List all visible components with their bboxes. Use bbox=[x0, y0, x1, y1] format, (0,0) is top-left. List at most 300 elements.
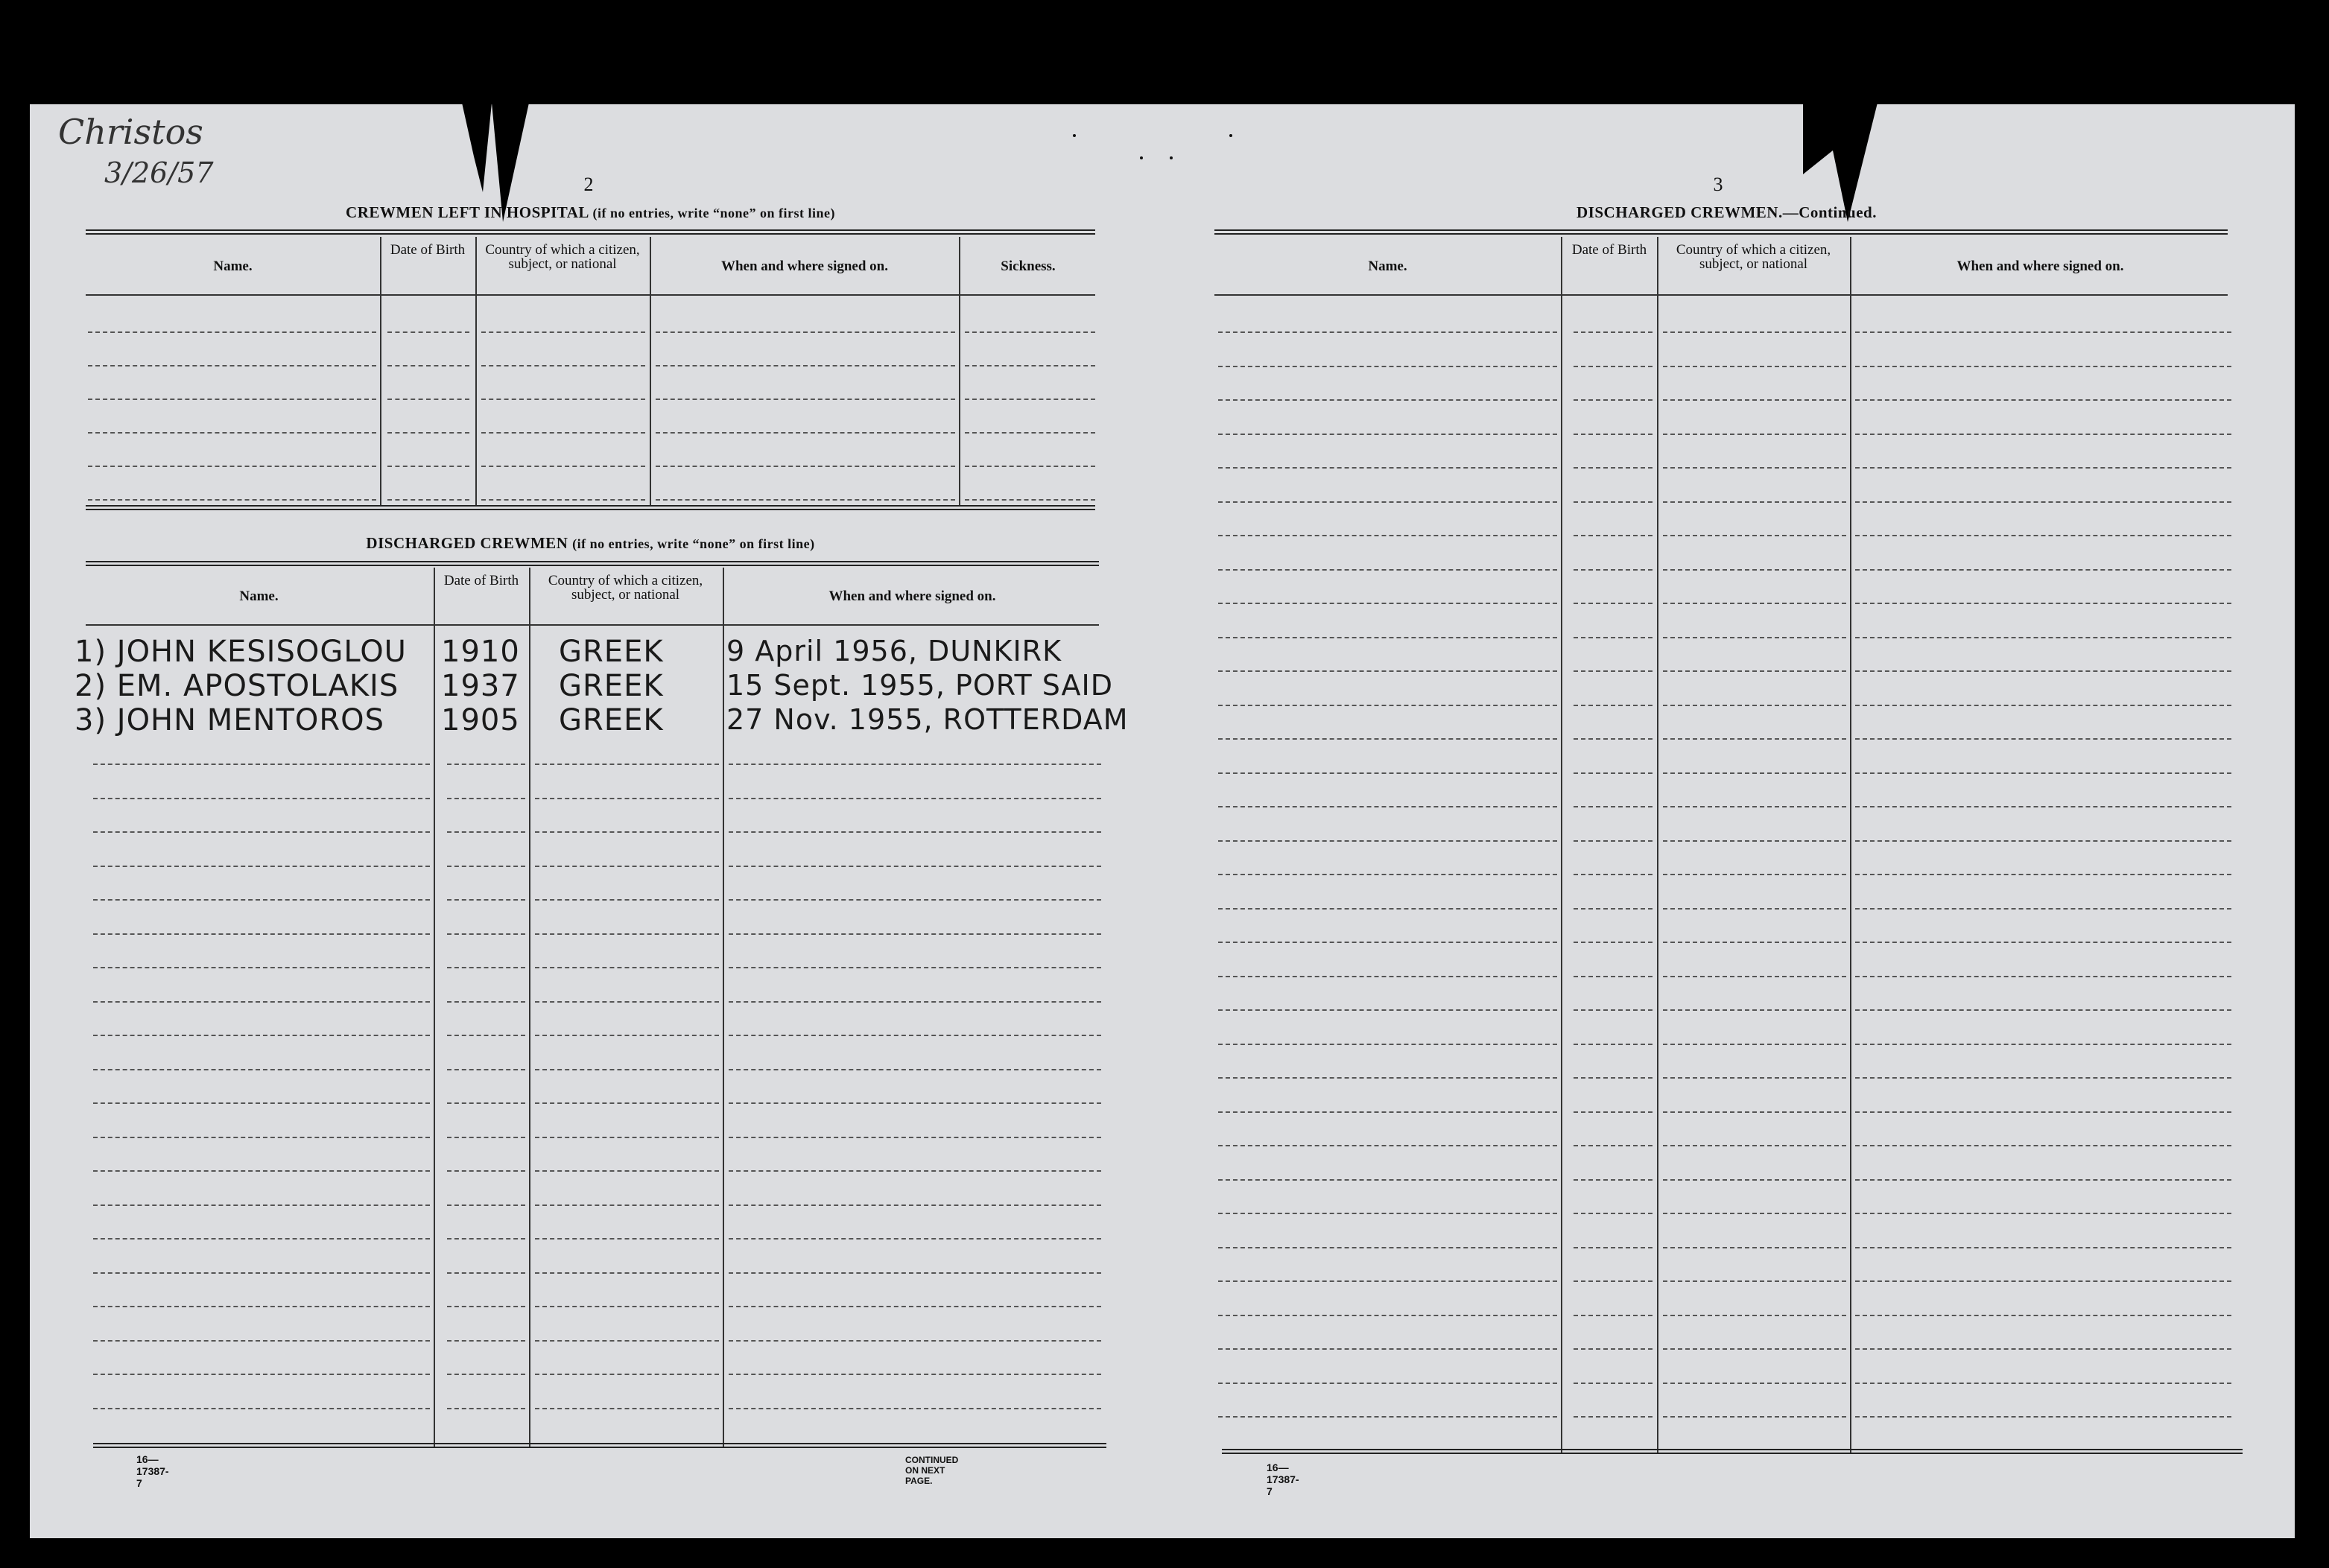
ruled-line bbox=[729, 1272, 1101, 1274]
ruled-line bbox=[729, 933, 1101, 935]
ruled-line bbox=[1855, 637, 2231, 638]
ruled-line bbox=[88, 499, 376, 501]
cont-col-birth: Date of Birth bbox=[1571, 242, 1647, 258]
form-number: 16—17387-7 bbox=[1267, 1461, 1299, 1497]
page-number: 2 bbox=[583, 174, 594, 195]
ruled-line bbox=[1663, 399, 1846, 401]
ruled-line bbox=[535, 967, 719, 968]
ruled-line bbox=[1218, 603, 1557, 604]
ruled-line bbox=[729, 1137, 1101, 1138]
ruled-line bbox=[535, 1374, 719, 1375]
ruled-line bbox=[93, 1272, 430, 1274]
ruled-line bbox=[535, 1102, 719, 1104]
ruled-line bbox=[729, 866, 1101, 867]
column-divider bbox=[1657, 237, 1658, 1453]
ruled-line bbox=[965, 331, 1095, 333]
ruled-line bbox=[93, 798, 430, 799]
ruled-line bbox=[1855, 1247, 2231, 1248]
crew-name-2: 2) EM. APOSTOLAKIS bbox=[75, 669, 399, 703]
ruled-line bbox=[93, 1340, 430, 1342]
ruled-line bbox=[1663, 331, 1846, 333]
column-divider bbox=[434, 568, 435, 1447]
ruled-line bbox=[1855, 1213, 2231, 1214]
column-divider bbox=[1561, 237, 1562, 1453]
ruled-line bbox=[1574, 434, 1653, 435]
ruled-line bbox=[1574, 467, 1653, 469]
crew-signed-2: 15 Sept. 1955, PORT SAID bbox=[726, 669, 1114, 702]
ruled-line bbox=[387, 331, 469, 333]
ruled-line bbox=[93, 1137, 430, 1138]
crew-country-1: GREEK bbox=[559, 635, 664, 669]
ruled-line bbox=[1663, 366, 1846, 367]
ruled-line bbox=[387, 466, 469, 467]
ruled-line bbox=[1218, 637, 1557, 638]
ruled-line bbox=[729, 1408, 1101, 1409]
ruled-line bbox=[535, 1306, 719, 1307]
ruled-line bbox=[1855, 1280, 2231, 1282]
ruled-line bbox=[447, 764, 525, 765]
ruled-line bbox=[1663, 1416, 1846, 1418]
ruled-line bbox=[656, 499, 955, 501]
ruled-line bbox=[481, 499, 645, 501]
hospital-col-birth: Date of Birth bbox=[390, 242, 466, 258]
ruled-line bbox=[1574, 942, 1653, 943]
ruled-line bbox=[729, 1069, 1101, 1070]
ruled-line bbox=[93, 933, 430, 935]
ruled-line bbox=[535, 764, 719, 765]
ruled-line bbox=[1218, 942, 1557, 943]
hospital-col-sickness: Sickness. bbox=[1001, 258, 1056, 274]
ruled-line bbox=[447, 1035, 525, 1036]
hospital-col-signed: When and where signed on. bbox=[720, 258, 888, 274]
ruled-line bbox=[1574, 569, 1653, 571]
ruled-line bbox=[1218, 366, 1557, 367]
ruled-line bbox=[1574, 637, 1653, 638]
ruled-line bbox=[1855, 840, 2231, 842]
ruled-line bbox=[1218, 399, 1557, 401]
ruled-line bbox=[1218, 1383, 1557, 1384]
ruled-line bbox=[656, 432, 955, 434]
rule bbox=[86, 229, 1095, 235]
paper-tear-left bbox=[462, 103, 492, 192]
crew-birth-1: 1910 bbox=[441, 635, 520, 669]
ruled-line bbox=[1218, 1077, 1557, 1079]
ruled-line bbox=[1218, 772, 1557, 774]
ruled-line bbox=[1574, 908, 1653, 910]
ruled-line bbox=[1855, 366, 2231, 367]
ruled-line bbox=[729, 1035, 1101, 1036]
ruled-line bbox=[447, 831, 525, 833]
ruled-line bbox=[1663, 1348, 1846, 1350]
ruled-line bbox=[656, 466, 955, 467]
ruled-line bbox=[1574, 1213, 1653, 1214]
ruled-line bbox=[1663, 772, 1846, 774]
ruled-line bbox=[481, 432, 645, 434]
cont-col-country: Country of which a citizen, subject, or national bbox=[1676, 242, 1831, 272]
column-divider bbox=[380, 237, 381, 507]
ruled-line bbox=[1663, 976, 1846, 977]
ruled-line bbox=[1855, 705, 2231, 706]
ruled-line bbox=[729, 1374, 1101, 1375]
ruled-line bbox=[1574, 603, 1653, 604]
discharged-section-title: DISCHARGED CREWMEN (if no entries, write “none” on first line) bbox=[366, 534, 815, 552]
ruled-line bbox=[1574, 1145, 1653, 1146]
ruled-line bbox=[656, 399, 955, 400]
ruled-line bbox=[1663, 1383, 1846, 1384]
ruled-line bbox=[1218, 908, 1557, 910]
ruled-line bbox=[535, 1204, 719, 1206]
ruled-line bbox=[1574, 1077, 1653, 1079]
ruled-line bbox=[729, 1102, 1101, 1104]
speck bbox=[1229, 134, 1232, 137]
ruled-line bbox=[1663, 1009, 1846, 1011]
signature-annotation: Christos bbox=[58, 112, 203, 152]
rule bbox=[86, 505, 1095, 510]
column-divider bbox=[529, 568, 530, 1447]
ruled-line bbox=[535, 1170, 719, 1172]
ruled-line bbox=[387, 365, 469, 366]
rule bbox=[93, 1443, 1106, 1448]
ruled-line bbox=[1855, 467, 2231, 469]
ruled-line bbox=[447, 1001, 525, 1003]
ruled-line bbox=[1218, 738, 1557, 740]
ruled-line bbox=[1218, 1247, 1557, 1248]
ruled-line bbox=[535, 1001, 719, 1003]
ruled-line bbox=[1218, 705, 1557, 706]
ruled-line bbox=[1218, 976, 1557, 977]
ruled-line bbox=[1855, 738, 2231, 740]
ruled-line bbox=[93, 1238, 430, 1240]
ruled-line bbox=[535, 1408, 719, 1409]
ruled-line bbox=[481, 331, 645, 333]
ruled-line bbox=[729, 1001, 1101, 1003]
ruled-line bbox=[1663, 434, 1846, 435]
ruled-line bbox=[387, 499, 469, 501]
ruled-line bbox=[965, 365, 1095, 366]
ruled-line bbox=[1218, 1315, 1557, 1316]
column-divider bbox=[723, 568, 724, 1447]
ruled-line bbox=[447, 1238, 525, 1240]
ruled-line bbox=[1574, 1247, 1653, 1248]
cont-col-name: Name. bbox=[1368, 258, 1407, 274]
ruled-line bbox=[729, 831, 1101, 833]
ruled-line bbox=[93, 866, 430, 867]
ruled-line bbox=[447, 1374, 525, 1375]
ruled-line bbox=[729, 1340, 1101, 1342]
form-number: 16—17387-7 bbox=[136, 1453, 169, 1489]
ruled-line bbox=[88, 399, 376, 400]
ruled-line bbox=[1574, 976, 1653, 977]
ruled-line bbox=[447, 1204, 525, 1206]
ruled-line bbox=[535, 1272, 719, 1274]
discharged-continued-title: DISCHARGED CREWMEN.—Continued. bbox=[1577, 203, 1877, 221]
ruled-line bbox=[535, 1137, 719, 1138]
ruled-line bbox=[481, 399, 645, 400]
ruled-line bbox=[1218, 1009, 1557, 1011]
ruled-line bbox=[1574, 331, 1653, 333]
ruled-line bbox=[729, 899, 1101, 901]
ruled-line bbox=[1574, 772, 1653, 774]
ruled-line bbox=[729, 764, 1101, 765]
ruled-line bbox=[447, 1306, 525, 1307]
column-divider bbox=[475, 237, 477, 507]
ruled-line bbox=[447, 1408, 525, 1409]
ruled-line bbox=[1574, 501, 1653, 503]
ruled-line bbox=[535, 866, 719, 867]
ruled-line bbox=[1218, 874, 1557, 875]
ruled-line bbox=[1218, 1179, 1557, 1181]
rule bbox=[86, 294, 1095, 296]
ruled-line bbox=[535, 831, 719, 833]
ruled-line bbox=[447, 798, 525, 799]
ruled-line bbox=[1574, 1111, 1653, 1113]
ruled-line bbox=[1574, 1315, 1653, 1316]
ruled-line bbox=[1218, 670, 1557, 672]
crew-birth-3: 1905 bbox=[441, 703, 520, 737]
ruled-line bbox=[1663, 1213, 1846, 1214]
ruled-line bbox=[88, 365, 376, 366]
ruled-line bbox=[1855, 1044, 2231, 1045]
rule bbox=[1222, 1449, 2243, 1454]
ruled-line bbox=[1663, 1077, 1846, 1079]
ruled-line bbox=[1218, 501, 1557, 503]
ruled-line bbox=[1663, 1315, 1846, 1316]
speck bbox=[1170, 156, 1173, 159]
ruled-line bbox=[1663, 637, 1846, 638]
ruled-line bbox=[1855, 874, 2231, 875]
ruled-line bbox=[93, 1204, 430, 1206]
ruled-line bbox=[447, 1340, 525, 1342]
discharged-col-birth: Date of Birth bbox=[443, 573, 519, 588]
ruled-line bbox=[1574, 1044, 1653, 1045]
crew-name-3: 3) JOHN MENTOROS bbox=[75, 703, 385, 737]
ruled-line bbox=[535, 798, 719, 799]
ruled-line bbox=[447, 1137, 525, 1138]
ruled-line bbox=[1855, 1077, 2231, 1079]
ruled-line bbox=[535, 1340, 719, 1342]
ruled-line bbox=[1855, 434, 2231, 435]
column-divider bbox=[650, 237, 651, 507]
ruled-line bbox=[535, 1035, 719, 1036]
ruled-line bbox=[93, 764, 430, 765]
rule bbox=[1214, 229, 2228, 235]
crew-birth-2: 1937 bbox=[441, 669, 520, 703]
ruled-line bbox=[1574, 1009, 1653, 1011]
ruled-line bbox=[1663, 942, 1846, 943]
crew-signed-1: 9 April 1956, DUNKIRK bbox=[726, 635, 1062, 667]
ruled-line bbox=[1663, 874, 1846, 875]
ruled-line bbox=[1218, 806, 1557, 807]
ruled-line bbox=[656, 365, 955, 366]
ruled-line bbox=[1574, 840, 1653, 842]
speck bbox=[1140, 156, 1143, 159]
ruled-line bbox=[1855, 1416, 2231, 1418]
ruled-line bbox=[447, 933, 525, 935]
ruled-line bbox=[447, 1102, 525, 1104]
ruled-line bbox=[1663, 569, 1846, 571]
ruled-line bbox=[1663, 1280, 1846, 1282]
ruled-line bbox=[93, 1374, 430, 1375]
ruled-line bbox=[93, 1170, 430, 1172]
ruled-line bbox=[1855, 1179, 2231, 1181]
ruled-line bbox=[93, 899, 430, 901]
ruled-line bbox=[1574, 874, 1653, 875]
ruled-line bbox=[447, 899, 525, 901]
form-paper bbox=[30, 104, 2295, 1538]
ruled-line bbox=[387, 432, 469, 434]
column-divider bbox=[959, 237, 960, 507]
ruled-line bbox=[1218, 331, 1557, 333]
ruled-line bbox=[1663, 670, 1846, 672]
ruled-line bbox=[447, 1170, 525, 1172]
ruled-line bbox=[93, 831, 430, 833]
ruled-line bbox=[1663, 535, 1846, 536]
ruled-line bbox=[1855, 535, 2231, 536]
ruled-line bbox=[1663, 1179, 1846, 1181]
ruled-line bbox=[1663, 1111, 1846, 1113]
ruled-line bbox=[1218, 1280, 1557, 1282]
ruled-line bbox=[1574, 1280, 1653, 1282]
ruled-line bbox=[1855, 501, 2231, 503]
ruled-line bbox=[1663, 1044, 1846, 1045]
ruled-line bbox=[1218, 1111, 1557, 1113]
ruled-line bbox=[1218, 535, 1557, 536]
ruled-line bbox=[1855, 772, 2231, 774]
rule bbox=[86, 561, 1099, 566]
crew-country-2: GREEK bbox=[559, 669, 664, 703]
ruled-line bbox=[1218, 569, 1557, 571]
ruled-line bbox=[729, 1238, 1101, 1240]
ruled-line bbox=[93, 1001, 430, 1003]
ruled-line bbox=[1663, 467, 1846, 469]
ruled-line bbox=[387, 399, 469, 400]
ruled-line bbox=[1218, 840, 1557, 842]
ruled-line bbox=[1574, 806, 1653, 807]
ruled-line bbox=[93, 1069, 430, 1070]
rule bbox=[1214, 294, 2228, 296]
ruled-line bbox=[1574, 399, 1653, 401]
ruled-line bbox=[1855, 908, 2231, 910]
hospital-col-country: Country of which a citizen, subject, or national bbox=[485, 242, 640, 272]
ruled-line bbox=[1574, 1179, 1653, 1181]
ruled-line bbox=[1574, 535, 1653, 536]
ruled-line bbox=[1574, 738, 1653, 740]
hospital-section-title: CREWMEN LEFT IN HOSPITAL (if no entries, write “none” on first line) bbox=[346, 203, 835, 221]
ruled-line bbox=[1218, 1044, 1557, 1045]
ruled-line bbox=[1663, 1247, 1846, 1248]
ruled-line bbox=[1855, 806, 2231, 807]
discharged-col-name: Name. bbox=[239, 588, 279, 604]
ruled-line bbox=[1855, 1145, 2231, 1146]
ruled-line bbox=[1855, 331, 2231, 333]
ruled-line bbox=[447, 1069, 525, 1070]
discharged-col-country: Country of which a citizen, subject, or national bbox=[548, 573, 703, 603]
ruled-line bbox=[1855, 569, 2231, 571]
ruled-line bbox=[1663, 806, 1846, 807]
ruled-line bbox=[965, 499, 1095, 501]
ruled-line bbox=[1218, 1348, 1557, 1350]
ruled-line bbox=[88, 432, 376, 434]
ruled-line bbox=[1663, 603, 1846, 604]
ruled-line bbox=[1218, 434, 1557, 435]
ruled-line bbox=[1574, 1416, 1653, 1418]
crew-signed-3: 27 Nov. 1955, ROTTERDAM bbox=[726, 703, 1129, 736]
ruled-line bbox=[1855, 1315, 2231, 1316]
ruled-line bbox=[88, 466, 376, 467]
ruled-line bbox=[481, 365, 645, 366]
ruled-line bbox=[1855, 670, 2231, 672]
ruled-line bbox=[1855, 399, 2231, 401]
ruled-line bbox=[1574, 670, 1653, 672]
cont-col-signed: When and where signed on. bbox=[1956, 258, 2124, 274]
ruled-line bbox=[1574, 705, 1653, 706]
ruled-line bbox=[1574, 366, 1653, 367]
page-number: 3 bbox=[1713, 174, 1723, 195]
ruled-line bbox=[1663, 840, 1846, 842]
ruled-line bbox=[1663, 501, 1846, 503]
date-annotation: 3/26/57 bbox=[104, 156, 214, 189]
ruled-line bbox=[93, 1035, 430, 1036]
crew-country-3: GREEK bbox=[559, 703, 664, 737]
column-divider bbox=[1850, 237, 1851, 1453]
ruled-line bbox=[729, 1306, 1101, 1307]
ruled-line bbox=[1855, 942, 2231, 943]
ruled-line bbox=[729, 1170, 1101, 1172]
ruled-line bbox=[1218, 467, 1557, 469]
ruled-line bbox=[1574, 1383, 1653, 1384]
ruled-line bbox=[88, 331, 376, 333]
ruled-line bbox=[1663, 1145, 1846, 1146]
ruled-line bbox=[93, 1102, 430, 1104]
ruled-line bbox=[1855, 1348, 2231, 1350]
hospital-col-name: Name. bbox=[213, 258, 253, 274]
ruled-line bbox=[447, 866, 525, 867]
ruled-line bbox=[447, 1272, 525, 1274]
ruled-line bbox=[1855, 976, 2231, 977]
ruled-line bbox=[1663, 705, 1846, 706]
ruled-line bbox=[535, 933, 719, 935]
ruled-line bbox=[93, 1408, 430, 1409]
ruled-line bbox=[729, 798, 1101, 799]
ruled-line bbox=[729, 967, 1101, 968]
ruled-line bbox=[965, 399, 1095, 400]
ruled-line bbox=[1663, 738, 1846, 740]
discharged-col-signed: When and where signed on. bbox=[828, 588, 996, 604]
ruled-line bbox=[93, 967, 430, 968]
ruled-line bbox=[1218, 1145, 1557, 1146]
ruled-line bbox=[1218, 1416, 1557, 1418]
ruled-line bbox=[965, 432, 1095, 434]
ruled-line bbox=[965, 466, 1095, 467]
ruled-line bbox=[729, 1204, 1101, 1206]
continued-note: CONTINUED ON NEXT PAGE. bbox=[905, 1455, 959, 1486]
ruled-line bbox=[1855, 1009, 2231, 1011]
ruled-line bbox=[1855, 1383, 2231, 1384]
speck bbox=[1073, 134, 1076, 137]
ruled-line bbox=[1855, 1111, 2231, 1113]
ruled-line bbox=[1663, 908, 1846, 910]
ruled-line bbox=[1574, 1348, 1653, 1350]
ruled-line bbox=[535, 899, 719, 901]
crew-name-1: 1) JOHN KESISOGLOU bbox=[75, 635, 407, 669]
ruled-line bbox=[535, 1238, 719, 1240]
rule bbox=[86, 624, 1099, 626]
ruled-line bbox=[481, 466, 645, 467]
ruled-line bbox=[535, 1069, 719, 1070]
ruled-line bbox=[1218, 1213, 1557, 1214]
ruled-line bbox=[447, 967, 525, 968]
ruled-line bbox=[93, 1306, 430, 1307]
